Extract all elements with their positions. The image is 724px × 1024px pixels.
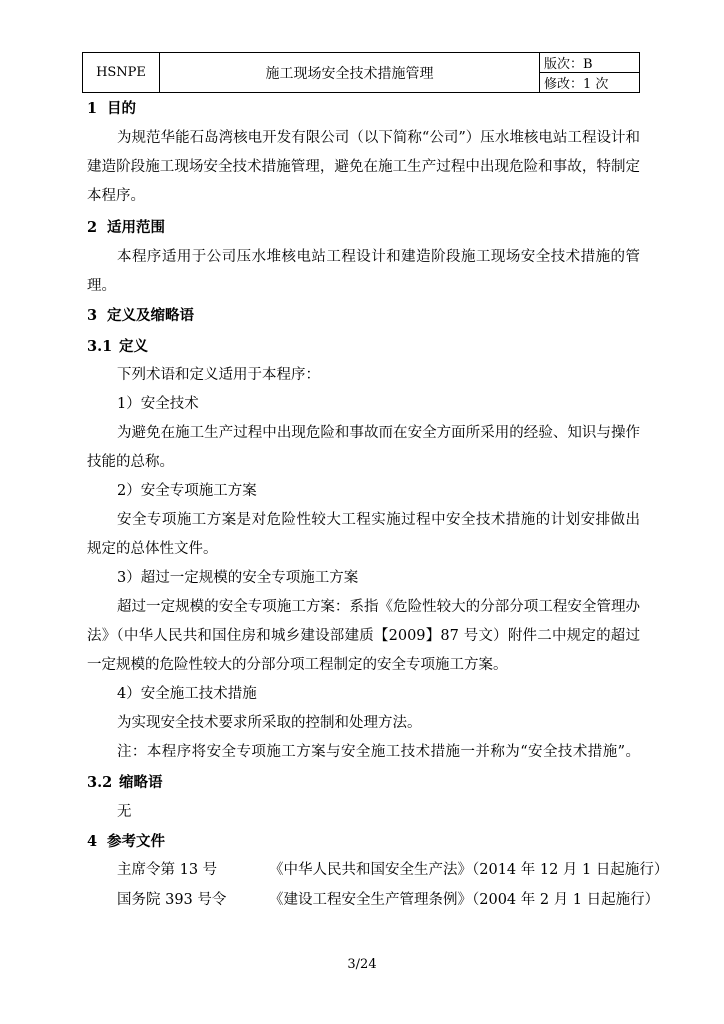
- version-label: 版次：B: [540, 53, 640, 73]
- section-title: 缩略语: [119, 774, 163, 791]
- section-number: 2: [87, 219, 98, 236]
- paragraph-line: 本程序适用于公司压水堆核电站工程设计和建造阶段施工现场安全技术措施的管: [117, 249, 640, 265]
- paragraph-line: 超过一定规模的安全专项施工方案：系指《危险性较大的分部分项工程安全管理办: [117, 599, 640, 615]
- section-title: 适用范围: [107, 219, 165, 236]
- section-number: 3: [87, 307, 98, 324]
- reference-document: 《中华人民共和国安全生产法》（2014 年 12 月 1 日起施行）: [269, 862, 669, 878]
- paragraph-line: 理。: [87, 278, 116, 294]
- paragraph-line: 为避免在施工生产过程中出现危险和事故而在安全方面所采用的经验、知识与操作: [117, 425, 640, 441]
- subsection-3-1-heading: [87, 336, 148, 358]
- paragraph-line: 建造阶段施工现场安全技术措施管理，避免在施工生产过程中出现危险和事故，特制定: [87, 159, 640, 175]
- definition-title: 3）超过一定规模的安全专项施工方案: [117, 570, 359, 586]
- paragraph-line: 规定的总体性文件。: [87, 541, 218, 557]
- document-code: HSNPE: [83, 53, 160, 93]
- section-3-heading: [87, 305, 194, 327]
- section-number: 3.1: [87, 338, 113, 355]
- note-line: 注：本程序将安全专项施工方案与安全施工技术措施一并称为“安全技术措施”。: [117, 744, 640, 760]
- paragraph-line: 法》（中华人民共和国住房和城乡建设部建质【2009】87 号文）附件二中规定的超过: [87, 628, 640, 644]
- reference-code: 国务院 393 号令: [117, 892, 227, 908]
- revision-label: 修改：1 次: [540, 73, 640, 93]
- document-title: 施工现场安全技术措施管理: [160, 53, 540, 93]
- definition-title: 1）安全技术: [117, 396, 199, 412]
- paragraph-line: 技能的总称。: [87, 454, 174, 470]
- page-number: 3/24: [347, 957, 377, 972]
- section-title: 定义及缩略语: [107, 307, 194, 324]
- section-title: 参考文件: [107, 833, 165, 850]
- document-header-table: [82, 52, 640, 93]
- reference-code: 主席令第 13 号: [117, 862, 218, 878]
- section-1-heading: [87, 98, 136, 120]
- paragraph-line: 下列术语和定义适用于本程序：: [117, 367, 320, 383]
- paragraph-line: 为规范华能石岛湾核电开发有限公司（以下简称“公司”）压水堆核电站工程设计和: [117, 130, 640, 146]
- section-title: 定义: [119, 338, 148, 355]
- section-number: 4: [87, 833, 98, 850]
- section-2-heading: [87, 217, 165, 239]
- paragraph-line: 本程序。: [87, 188, 145, 204]
- definition-title: 4）安全施工技术措施: [117, 686, 257, 702]
- definition-title: 2）安全专项施工方案: [117, 483, 257, 499]
- section-number: 3.2: [87, 774, 113, 791]
- section-4-heading: [87, 831, 165, 853]
- reference-document: 《建设工程安全生产管理条例》（2004 年 2 月 1 日起施行）: [269, 892, 660, 908]
- paragraph-line: 为实现安全技术要求所采取的控制和处理方法。: [117, 715, 422, 731]
- subsection-3-2-heading: [87, 772, 163, 794]
- paragraph-line: 无: [117, 804, 132, 820]
- section-title: 目的: [107, 100, 136, 117]
- paragraph-line: 安全专项施工方案是对危险性较大工程实施过程中安全技术措施的计划安排做出: [117, 512, 640, 528]
- paragraph-line: 一定规模的危险性较大的分部分项工程制定的安全专项施工方案。: [87, 657, 508, 673]
- section-number: 1: [87, 100, 98, 117]
